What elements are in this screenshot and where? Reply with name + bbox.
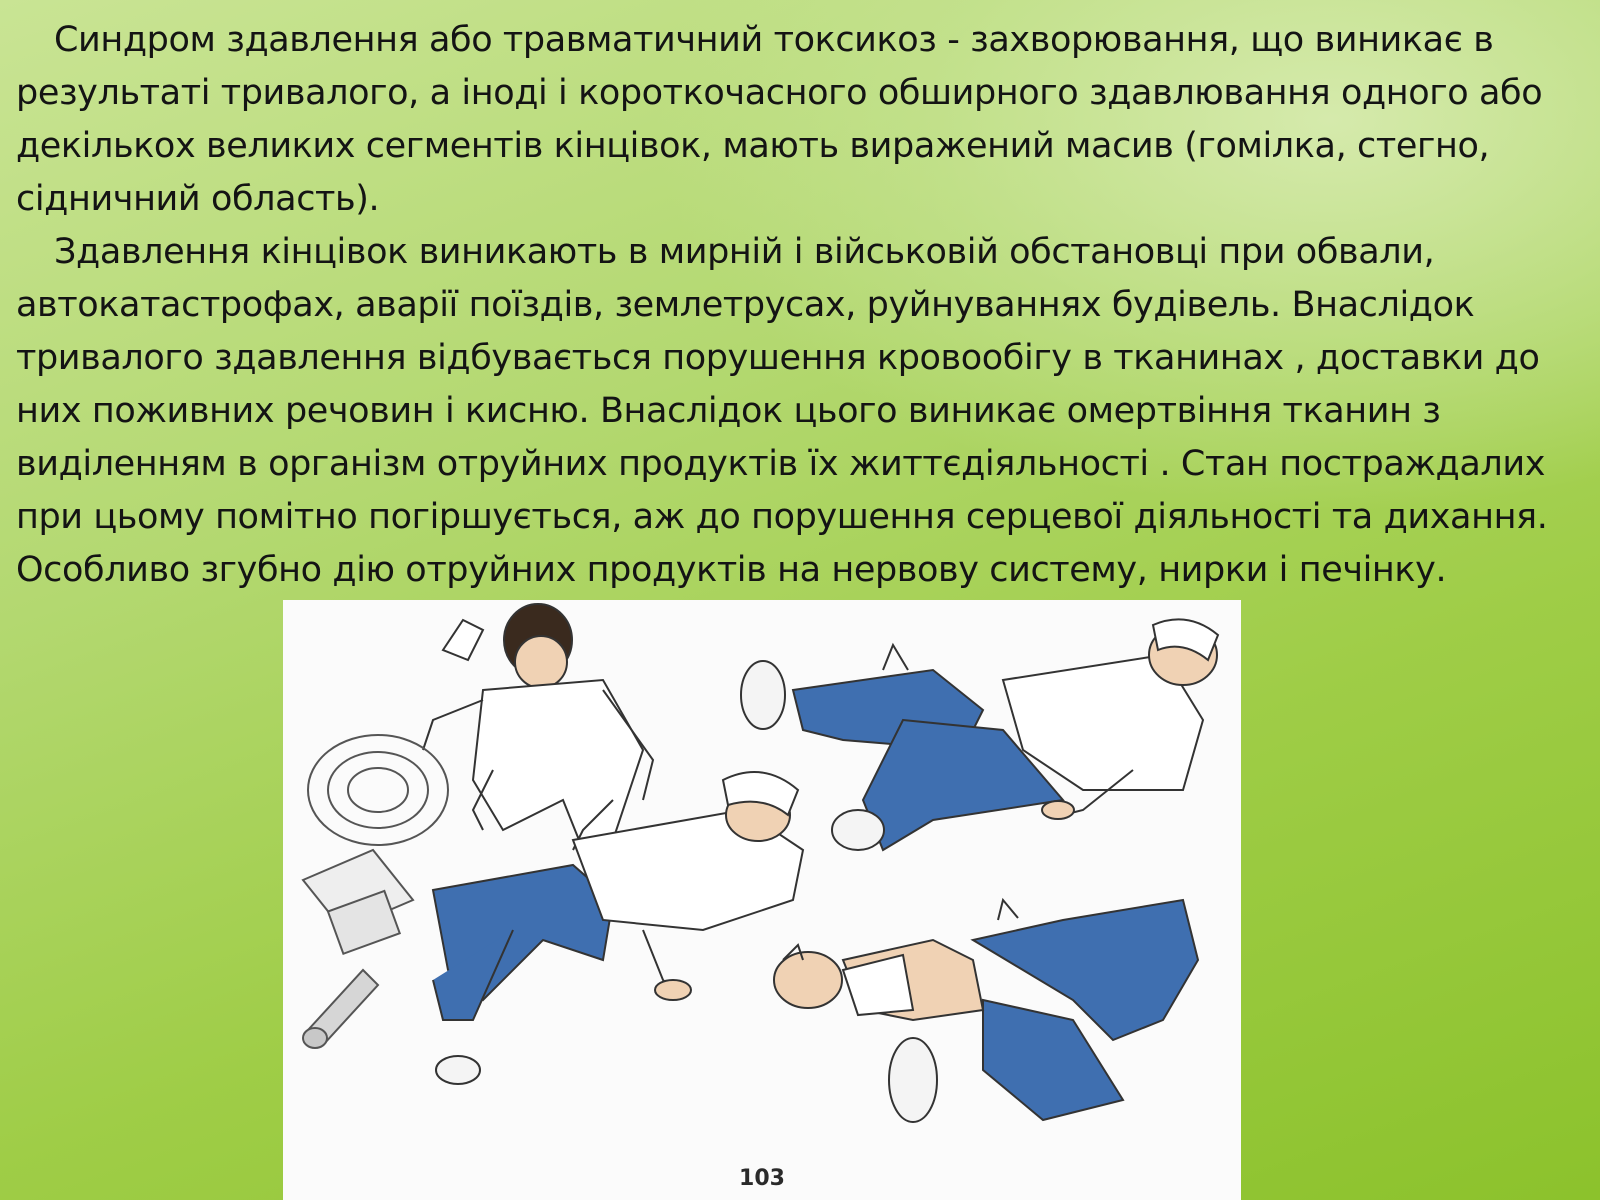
debris-wheel: [303, 735, 448, 1048]
rescuer-figure: [423, 604, 653, 850]
victim-top-right: [741, 619, 1218, 850]
page-number: 103: [739, 1166, 785, 1191]
first-aid-illustration: [283, 600, 1241, 1200]
paragraph-causes: Здавлення кінцівок виникають в мирній і військовій обстановці при обвали, автокатастрофах, аварії поїздів, землетрусах, руйнуваннях будівель. Внаслідок тривалого здавлення відбувається порушення кровообігу в тканинах , доставки до них поживних речовин і кисню. Внаслідок цього виникає омертвіння тканин з виділенням в організм отруйних продуктів їх життєдіяльності . Стан постраждалих при цьому помітно погіршується, аж до порушення серцевої діяльності та дихання. Особливо згубно дію отруйних продуктів на нервову систему, нирки і печінку.: [16, 232, 1548, 590]
victim-bottom-right: [774, 900, 1198, 1122]
first-aid-drawing: [283, 600, 1241, 1200]
slide-text: [16, 14, 1588, 597]
paragraph-definition: Синдром здавлення або травматичний токсикоз - захворювання, що виникає в результаті тривалого, а іноді і короткочасного обширного здавлювання одного або декількох великих сегментів кінцівок, мають виражений масив (гомілка, стегно, сідничний область).: [16, 20, 1543, 219]
